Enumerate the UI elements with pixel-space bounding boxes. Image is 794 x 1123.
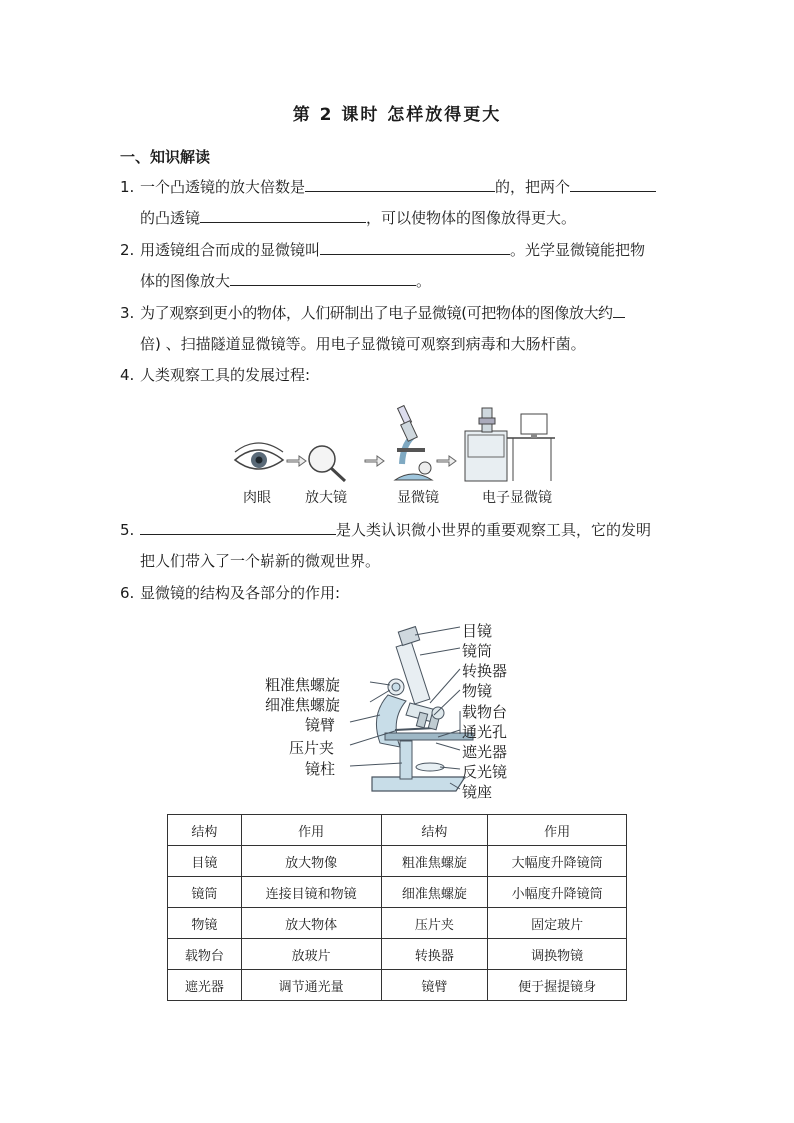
table-cell: 作用 — [241, 815, 381, 846]
answer-blank[interactable] — [140, 520, 336, 535]
table-cell: 大幅度升降镜筒 — [488, 846, 627, 877]
part-label-eyepiece: 目镜 — [462, 622, 493, 640]
part-label-aperture: 通光孔 — [462, 723, 508, 741]
question-text: 的，把两个 — [495, 178, 571, 196]
part-label-arm: 镜臂 — [305, 716, 336, 734]
microscope-icon — [395, 406, 432, 480]
magnifier-icon — [309, 446, 345, 481]
answer-blank[interactable] — [570, 177, 656, 192]
question-text: 体的图像放大 — [140, 272, 231, 290]
part-label-coarse-focus: 粗准焦螺旋 — [265, 676, 341, 694]
structure-function-table — [167, 814, 627, 1001]
tool-caption-eye: 肉眼 — [243, 490, 271, 506]
table-cell: 镜臂 — [381, 970, 488, 1001]
question-text: 用透镜组合而成的显微镜叫 — [140, 241, 321, 259]
table-cell: 小幅度升降镜筒 — [488, 877, 627, 908]
question-text: 的凸透镜 — [140, 209, 201, 227]
table-cell: 载物台 — [168, 939, 242, 970]
part-label-fine-focus: 细准焦螺旋 — [265, 696, 341, 714]
part-label-diaphragm: 遮光器 — [462, 743, 508, 761]
question-text: ，可以使物体的图像放得更大。 — [366, 209, 577, 227]
table-cell: 目镜 — [168, 846, 242, 877]
table-cell: 调节通光量 — [241, 970, 381, 1001]
table-row — [168, 877, 627, 908]
table-cell: 放玻片 — [241, 939, 381, 970]
answer-blank[interactable] — [305, 177, 495, 192]
question-text: 。 — [416, 272, 432, 290]
table-cell: 调换物镜 — [488, 939, 627, 970]
question-text: 是人类认识微小世界的重要观察工具，它的发明 — [336, 521, 652, 539]
table-row — [168, 908, 627, 939]
part-label-objective: 物镜 — [462, 682, 493, 700]
question-text: 显微镜的结构及各部分的作用: — [140, 584, 341, 602]
answer-blank[interactable] — [230, 271, 416, 286]
observation-tools-illustration — [225, 398, 570, 484]
question-2-line-1 — [120, 239, 645, 260]
table-row — [168, 939, 627, 970]
arrow-icon — [287, 456, 306, 466]
microscope-illustration — [372, 627, 473, 791]
eye-icon — [235, 443, 283, 469]
table-cell: 作用 — [488, 815, 627, 846]
table-cell: 结构 — [168, 815, 242, 846]
question-1-line-2 — [140, 207, 576, 228]
page-title: 第 2 课时 怎样放得更大 — [292, 105, 502, 125]
arrow-icon — [437, 456, 456, 466]
table-cell: 细准焦螺旋 — [381, 877, 488, 908]
question-5-line-2 — [140, 550, 380, 571]
question-text: 为了观察到更小的物体，人们研制出了电子显微镜(可把物体的图像放大约 — [140, 304, 613, 322]
question-number: 5. — [120, 521, 135, 539]
question-5-line-1 — [120, 519, 651, 540]
question-6-line — [120, 582, 340, 603]
question-3-line-1 — [120, 302, 625, 323]
section-heading: 一、知识解读 — [120, 148, 211, 166]
question-text: 倍) 、扫描隧道显微镜等。用电子显微镜可观察到病毒和大肠杆菌。 — [140, 335, 586, 353]
answer-blank[interactable] — [613, 303, 625, 318]
table-cell: 固定玻片 — [488, 908, 627, 939]
question-number: 1. — [120, 178, 135, 196]
table-cell: 便于握提镜身 — [488, 970, 627, 1001]
part-label-base: 镜座 — [462, 783, 493, 801]
tool-caption-electron-microscope: 电子显微镜 — [482, 490, 552, 506]
table-cell: 结构 — [381, 815, 488, 846]
question-number: 4. — [120, 366, 135, 384]
part-label-stage-clip: 压片夹 — [289, 739, 335, 757]
table-cell: 粗准焦螺旋 — [381, 846, 488, 877]
part-label-nosepiece: 转换器 — [462, 662, 508, 680]
answer-blank[interactable] — [200, 208, 366, 223]
arrow-icon — [365, 456, 384, 466]
question-number: 3. — [120, 304, 135, 322]
table-row — [168, 970, 627, 1001]
part-label-mirror: 反光镜 — [462, 763, 508, 781]
table-row — [168, 846, 627, 877]
question-text: 一个凸透镜的放大倍数是 — [140, 178, 306, 196]
question-4-line — [120, 364, 310, 385]
question-1-line-1 — [120, 176, 656, 197]
tool-caption-microscope: 显微镜 — [397, 490, 439, 506]
part-label-pillar: 镜柱 — [305, 760, 336, 778]
question-text: 。光学显微镜能把物 — [510, 241, 646, 259]
table-cell: 遮光器 — [168, 970, 242, 1001]
answer-blank[interactable] — [320, 240, 510, 255]
part-label-stage: 载物台 — [462, 703, 508, 721]
table-header-row — [168, 815, 627, 846]
tool-caption-magnifier: 放大镜 — [305, 490, 347, 506]
table-cell: 放大物像 — [241, 846, 381, 877]
question-text: 人类观察工具的发展过程: — [140, 366, 311, 384]
table-cell: 转换器 — [381, 939, 488, 970]
table-cell: 连接目镜和物镜 — [241, 877, 381, 908]
question-3-line-2 — [140, 333, 586, 354]
table-cell: 放大物体 — [241, 908, 381, 939]
electron-microscope-icon — [465, 408, 555, 481]
question-number: 6. — [120, 584, 135, 602]
table-cell: 压片夹 — [381, 908, 488, 939]
question-number: 2. — [120, 241, 135, 259]
table-cell: 物镜 — [168, 908, 242, 939]
part-label-tube: 镜筒 — [462, 642, 493, 660]
table-cell: 镜筒 — [168, 877, 242, 908]
question-text: 把人们带入了一个崭新的微观世界。 — [140, 552, 381, 570]
question-2-line-2 — [140, 270, 431, 291]
